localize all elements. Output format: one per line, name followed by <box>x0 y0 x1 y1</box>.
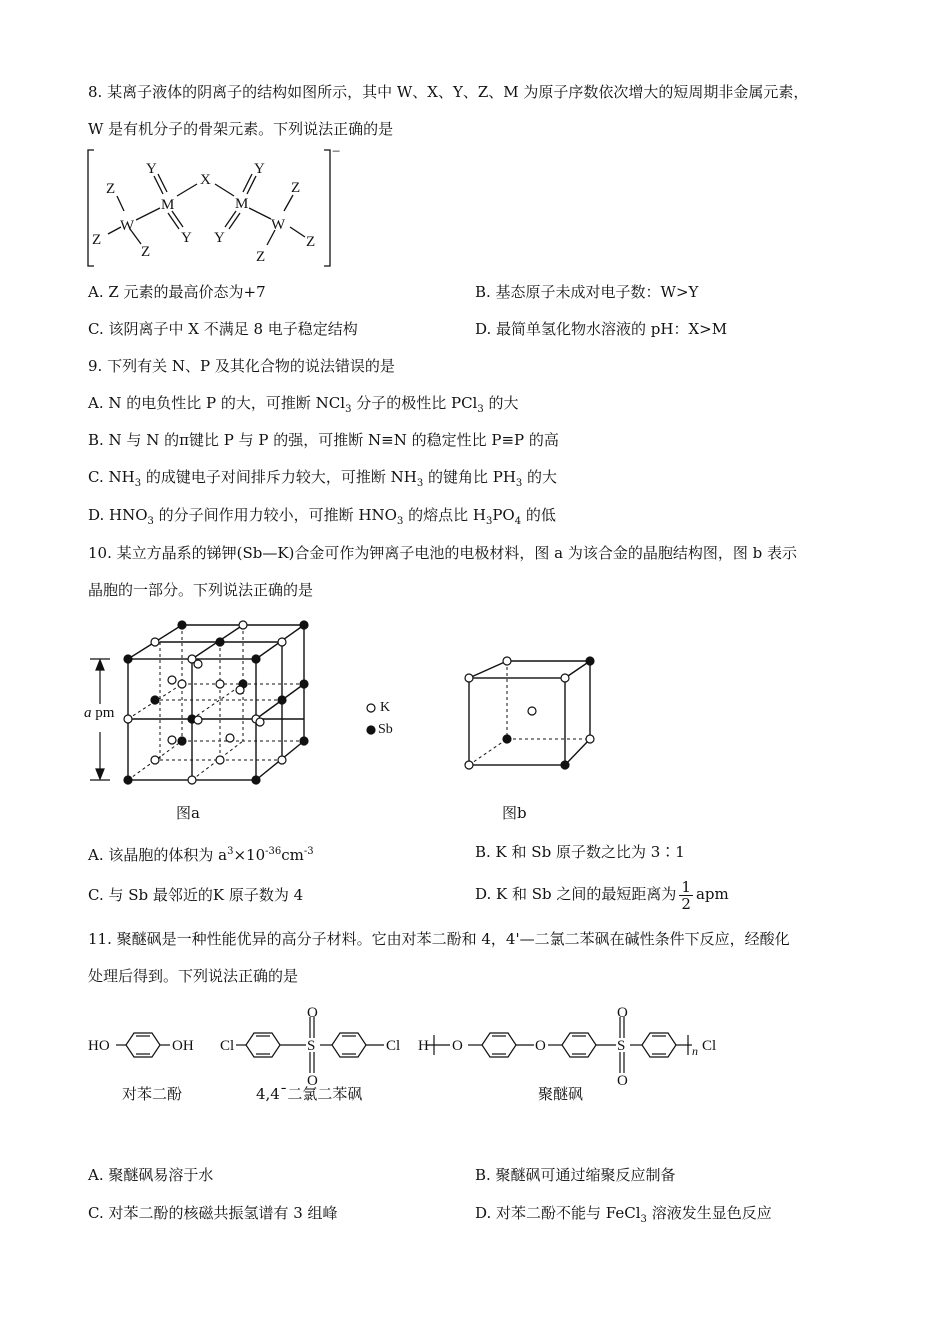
q10-option-d[interactable]: D. K 和 Sb 之间的最短距离为 $\frac{1}{2}$ apm <box>475 877 729 913</box>
q8-atom-w: W <box>120 218 135 234</box>
q8-atom-m: M <box>161 197 175 213</box>
q8-atom-z: Z <box>306 234 316 250</box>
q11-stem-line2: 处理后得到。下列说法正确的是 <box>88 967 299 985</box>
q11-n: n <box>692 1044 698 1058</box>
q11-o: O <box>617 1005 628 1021</box>
q8-atom-z: Z <box>141 244 151 260</box>
q11-option-b[interactable]: B. 聚醚砜可通过缩聚反应制备 <box>475 1166 676 1184</box>
q10-option-a[interactable]: A. 该晶胞的体积为 $a^3\times 10^{-36}cm^{-3}$ <box>88 846 314 864</box>
q11-o: O <box>307 1005 318 1021</box>
q8-option-d[interactable]: D. 最简单氢化物水溶液的 pH：X>M <box>475 320 728 338</box>
fraction-one-half: $\frac{1}{2}$ <box>681 877 691 913</box>
q8-atom-z: Z <box>256 249 266 265</box>
q11-option-c[interactable]: C. 对苯二酚的核磁共振氢谱有 3 组峰 <box>88 1204 338 1222</box>
q10-stem-line2: 晶胞的一部分。下列说法正确的是 <box>88 581 314 599</box>
q11-option-d[interactable]: D. 对苯二酚不能与 FeCl$_3$ 溶液发生显色反应 <box>475 1204 772 1225</box>
q8-stem-line1: 8. 某离子液体的阴离子的结构如图所示，其中 W、X、Y、Z、M 为原子序数依次增大的短周期非金属元素， <box>88 83 809 101</box>
q11-cl: Cl <box>386 1038 401 1054</box>
q10-figure-b-caption: 图b <box>502 804 527 822</box>
q10-legend-sb: Sb <box>378 722 393 737</box>
q8-option-a[interactable]: A. Z 元素的最高价态为+7 <box>88 283 266 301</box>
q9-option-c[interactable]: C. $NH_3$ 的成键电子对间排斥力较大，可推断 $NH_3$ 的键角比 $PH_3$ 的大 <box>88 468 558 489</box>
q11-cl: Cl <box>220 1038 235 1054</box>
q8-atom-z: Z <box>92 232 102 248</box>
q10-figure-a <box>80 612 320 802</box>
q10-legend-markers <box>364 700 378 740</box>
q11-name-polyethersulfone: 聚醚砜 <box>538 1085 584 1103</box>
q11-o: O <box>307 1073 318 1089</box>
q11-cl: Cl <box>702 1038 717 1054</box>
q11-s: S <box>617 1038 626 1054</box>
q11-oh: OH <box>172 1038 194 1054</box>
q10-option-b[interactable]: B. K 和 Sb 原子数之比为 3∶1 <box>475 843 685 861</box>
q11-ho: HO <box>88 1038 110 1054</box>
q11-o: O <box>535 1038 546 1054</box>
q11-o: O <box>452 1038 463 1054</box>
q11-stem-line1: 11. 聚醚砜是一种性能优异的高分子材料。它由对苯二酚和 4，4'—二氯二苯砜在碱性条件下反应，经酸化 <box>88 930 790 948</box>
q8-atom-y: Y <box>146 161 157 177</box>
q11-o: O <box>617 1073 628 1089</box>
q8-atom-z: Z <box>291 180 301 196</box>
q8-atom-w: W <box>271 217 286 233</box>
q10-option-c[interactable]: C. 与 Sb 最邻近的K 原子数为 4 <box>88 886 304 904</box>
q8-atom-x: X <box>200 172 211 188</box>
q8-atom-y: Y <box>214 230 225 246</box>
q10-stem-line1: 10. 某立方晶系的锑钾(Sb—K)合金可作为钾离子电池的电极材料，图 a 为该合金的晶胞结构图，图 b 表示 <box>88 544 798 562</box>
q8-atom-y: Y <box>254 161 265 177</box>
q8-atom-y: Y <box>181 230 192 246</box>
q9-option-a[interactable]: A. N 的电负性比 P 的大，可推断 NCl$_3$ 分子的极性比 PCl$_3$ 的大 <box>88 394 519 415</box>
q8-anion-structure <box>84 146 354 272</box>
q11-option-a[interactable]: A. 聚醚砜易溶于水 <box>88 1166 214 1184</box>
q10-figure-a-caption: 图a <box>176 804 200 822</box>
q11-name-dichlorodiphenylsulfone: 4,4ˉ二氯二苯砜 <box>256 1085 363 1103</box>
q8-option-c[interactable]: C. 该阴离子中 X 不满足 8 电子稳定结构 <box>88 320 358 338</box>
q8-atom-z: Z <box>106 181 116 197</box>
q8-charge: − <box>332 146 341 160</box>
q11-s: S <box>307 1038 316 1054</box>
q11-h: H <box>418 1038 429 1054</box>
q10-legend-k: K <box>380 700 391 715</box>
q10-dimension-label: a pm <box>84 705 115 721</box>
q9-option-d[interactable]: D. $HNO_3$ 的分子间作用力较小，可推断 $HNO_3$ 的熔点比 $H_3PO_4$ 的低 <box>88 506 556 527</box>
q9-stem: 9. 下列有关 N、P 及其化合物的说法错误的是 <box>88 357 395 375</box>
q8-atom-m: M <box>235 196 249 212</box>
q11-name-hydroquinone: 对苯二酚 <box>122 1085 183 1103</box>
q8-option-b[interactable]: B. 基态原子未成对电子数：W>Y <box>475 283 699 301</box>
q9-option-b[interactable]: B. N 与 N 的π键比 P 与 P 的强，可推断 N≡N 的稳定性比 P≡P 的高 <box>88 431 559 449</box>
q8-stem-line2: W 是有机分子的骨架元素。下列说法正确的是 <box>88 120 394 138</box>
q10-figure-b <box>460 652 600 772</box>
